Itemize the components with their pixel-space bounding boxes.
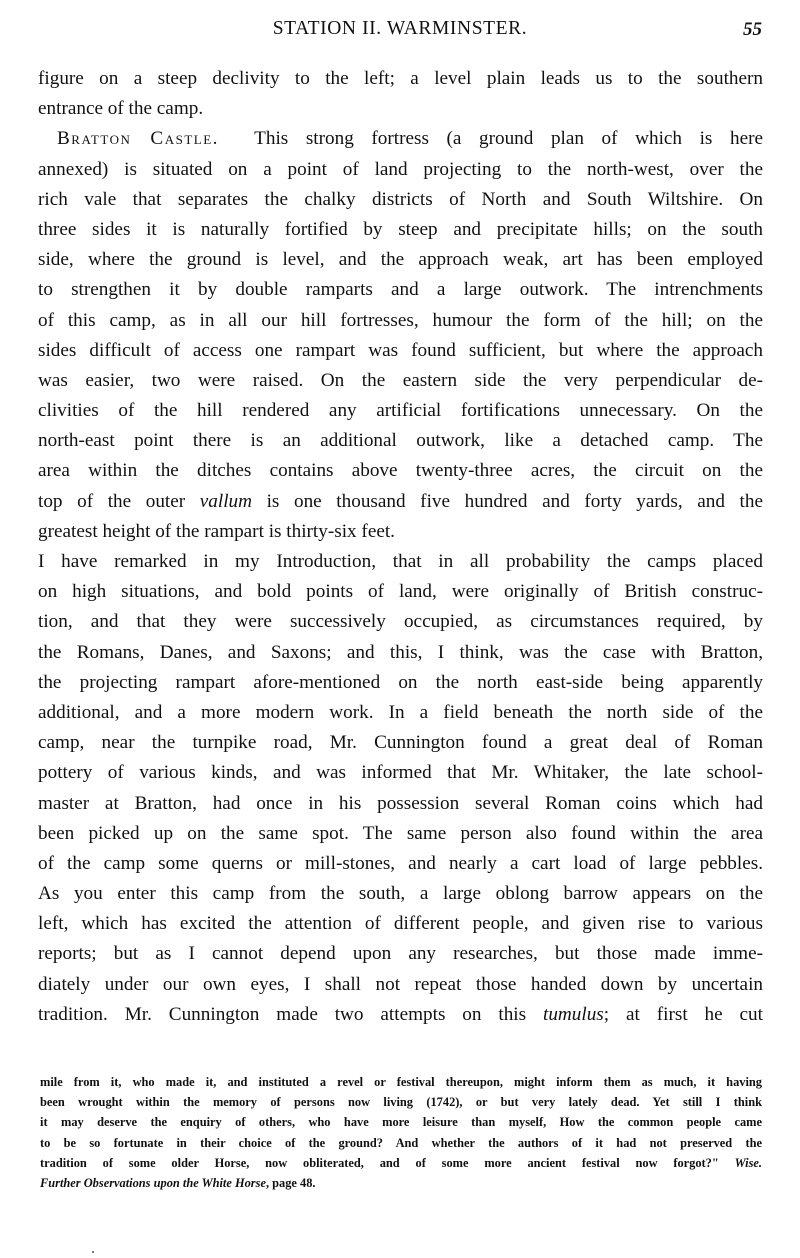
text-line: sides difficult of access one rampart was found sufficient, but where the approach bbox=[38, 339, 763, 361]
scan-speck bbox=[92, 1251, 94, 1253]
text-line: entrance of the camp. bbox=[38, 98, 204, 120]
footnote-line: to be so fortunate in their choice of the ground? And whether the authors of it had not preserved the bbox=[40, 1135, 762, 1150]
text-line-content: This strong fortress (a ground plan of which is here bbox=[254, 128, 763, 150]
text-line: on high situations, and bold points of land, were originally of British construc- bbox=[38, 581, 763, 603]
text-line: pottery of various kinds, and was informed that Mr. Whitaker, the late school- bbox=[38, 762, 763, 784]
text-line-content: is one thousand five hundred and forty yards, and the bbox=[252, 490, 763, 512]
footnote-line bbox=[40, 1153, 762, 1173]
text-line: tion, and that they were successively occupied, as circumstances required, by bbox=[38, 611, 763, 633]
text-line: diately under our own eyes, I shall not repeat those handed down by uncertain bbox=[38, 973, 763, 995]
text-line: additional, and a more modern work. In a field beneath the north side of the bbox=[38, 701, 763, 723]
footnote bbox=[40, 1072, 762, 1193]
footnote-line-content: tradition of some older Horse, now obliterated, and of some more ancient festival now forgot?" bbox=[40, 1155, 735, 1170]
text-line bbox=[38, 547, 763, 577]
text-line: been picked up on the same spot. The same person also found within the area bbox=[38, 822, 763, 844]
text-line: the projecting rampart afore-mentioned on the north east-side being apparently bbox=[38, 671, 763, 693]
text-line: greatest height of the rampart is thirty-six feet. bbox=[38, 520, 395, 542]
footnote-line: mile from it, who made it, and instituted a revel or festival thereupon, might inform them as much, it having bbox=[40, 1075, 762, 1089]
text-line: side, where the ground is level, and the approach weak, art has been employed bbox=[38, 249, 763, 271]
text-line: was easier, two were raised. On the eastern side the very perpendicular de- bbox=[38, 369, 763, 391]
italic-term-vallum: vallum bbox=[199, 490, 252, 512]
text-line: clivities of the hill rendered any artificial fortifications unnecessary. On the bbox=[38, 400, 763, 422]
text-line: annexed) is situated on a point of land projecting to the north-west, over the bbox=[38, 158, 763, 180]
text-line bbox=[38, 124, 763, 154]
text-line: camp, near the turnpike road, Mr. Cunnington found a great deal of Roman bbox=[38, 732, 763, 754]
text-line-content: I have remarked in my Introduction, that in all probability the camps placed bbox=[38, 551, 763, 572]
text-line: north-east point there is an additional outwork, like a detached camp. The bbox=[38, 430, 763, 452]
text-line: As you enter this camp from the south, a large oblong barrow appears on the bbox=[38, 883, 763, 905]
main-text bbox=[38, 64, 763, 1030]
footnote-citation bbox=[40, 1173, 762, 1193]
citation-title: Further Observations upon the White Horse bbox=[40, 1175, 266, 1190]
text-line-content: ; at first he cut bbox=[603, 1003, 763, 1025]
text-line: area within the ditches contains above twenty-three acres, the circuit on the bbox=[38, 460, 763, 482]
text-line: figure on a steep declivity to the left; a level plain leads us to the southern bbox=[38, 68, 763, 89]
text-line-content: tradition. Mr. Cunnington made two attempts on this bbox=[38, 1003, 543, 1025]
text-line: the Romans, Danes, and Saxons; and this, I think, was the case with Bratton, bbox=[38, 641, 763, 663]
running-title: STATION II. WARMINSTER. bbox=[272, 18, 528, 39]
footnote-line: it may deserve the enquiry of others, who have more leisure than myself, How the common people came bbox=[40, 1115, 762, 1130]
page-number: 55 bbox=[743, 19, 762, 40]
page-header bbox=[0, 14, 800, 44]
text-line bbox=[38, 1000, 763, 1030]
footnote-author: Wise. bbox=[734, 1155, 762, 1170]
text-line-content: top of the outer bbox=[38, 490, 200, 512]
section-heading: Bratton Castle. bbox=[57, 128, 219, 150]
text-line: rich vale that separates the chalky districts of North and South Wiltshire. On bbox=[38, 188, 763, 210]
text-line: three sides it is naturally fortified by steep and precipitate hills; on the south bbox=[38, 218, 763, 240]
text-line: reports; but as I cannot depend upon any researches, but those made imme- bbox=[38, 943, 763, 965]
text-line: of this camp, as in all our hill fortresses, humour the form of the hill; on the bbox=[38, 309, 763, 331]
text-line: of the camp some querns or mill-stones, and nearly a cart load of large pebbles. bbox=[38, 852, 763, 874]
text-line bbox=[38, 487, 763, 517]
italic-term-tumulus: tumulus bbox=[543, 1003, 604, 1025]
text-line: master at Bratton, had once in his possession several Roman coins which had bbox=[38, 792, 763, 814]
citation-page: , page 48. bbox=[265, 1175, 316, 1190]
text-line: left, which has excited the attention of different people, and given rise to various bbox=[38, 913, 763, 935]
text-line: to strengthen it by double ramparts and a large outwork. The intrenchments bbox=[38, 279, 763, 301]
footnote-line: been wrought within the memory of persons now living (1742), or but very lately dead. Yet still I think bbox=[40, 1095, 762, 1110]
